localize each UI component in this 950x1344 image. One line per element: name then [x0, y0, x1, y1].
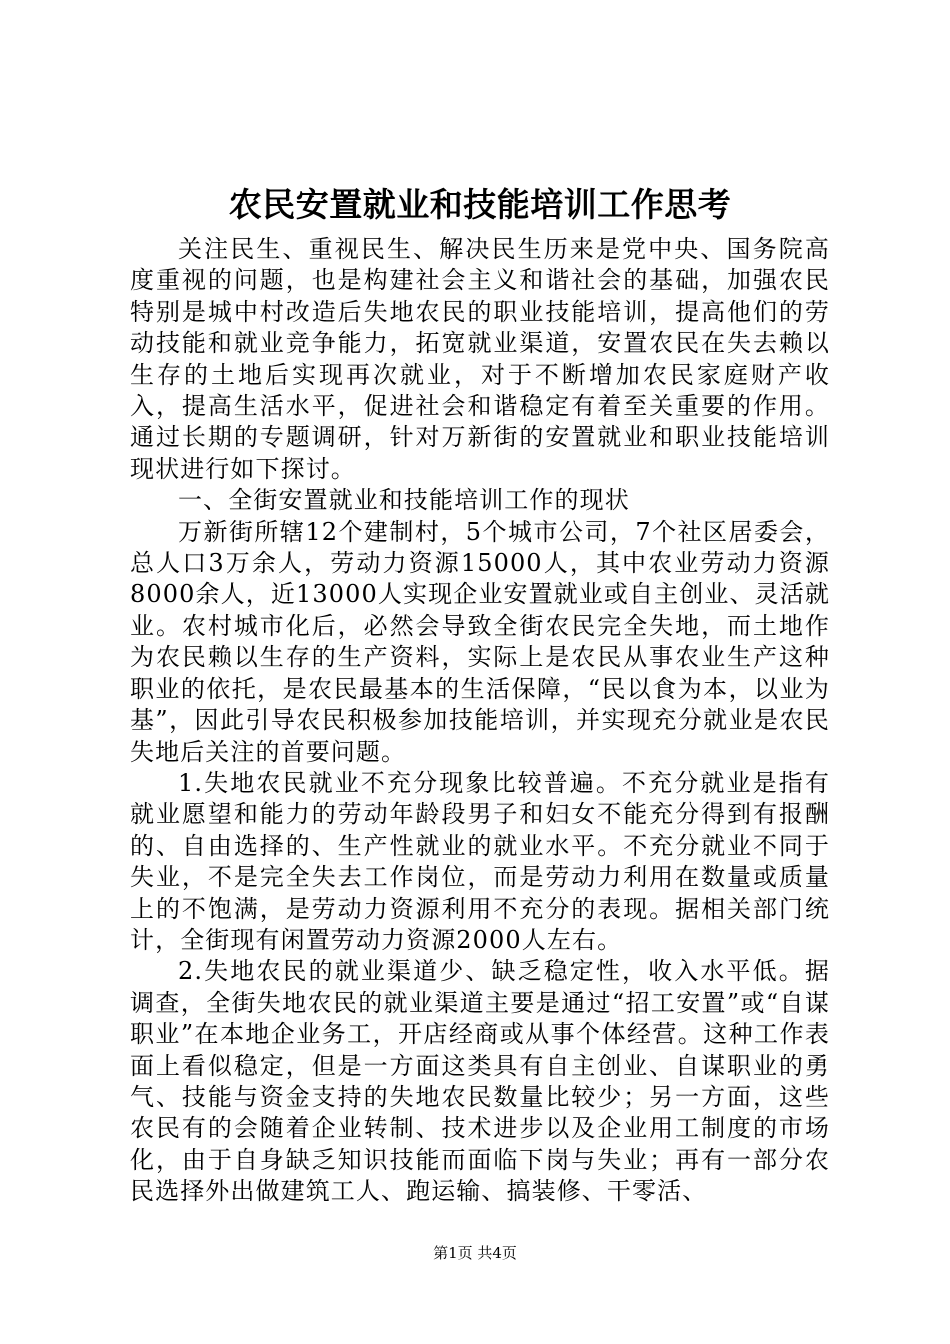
- document-page: [130, 180, 830, 1208]
- page-indicator: 第1页 共4页: [433, 1244, 517, 1262]
- section-heading-1: 一、全街安置就业和技能培训工作的现状: [178, 486, 630, 515]
- document-title: 农民安置就业和技能培训工作思考: [228, 185, 732, 224]
- paragraph-status: 万新街所辖12个建制村，5个城市公司，7个社区居委会，总人口3万余人，劳动力资源15000人，其中农业劳动力资源8000余人，近13000人实现企业安置就业或自主创业、灵活就业。农村城市化后，必然会导致全街农民完全失地，而土地作为农民赖以生存的生产资料，实际上是农民从事农业生产这种职业的依托，是农民最基本的生活保障，“民以食为本，以业为基”，因此引导农民积极参加技能培训，并实现充分就业是农民失地后关注的首要问题。: [130, 517, 830, 766]
- paragraph-intro: 关注民生、重视民生、解决民生历来是党中央、国务院高度重视的问题，也是构建社会主义和谐社会的基础，加强农民特别是城中村改造后失地农民的职业技能培训，提高他们的劳动技能和就业竞争能力，拓宽就业渠道，安置农民在失去赖以生存的土地后实现再次就业，对于不断增加农民家庭财产收入，提高生活水平，促进社会和谐稳定有着至关重要的作用。通过长期的专题调研，针对万新街的安置就业和职业技能培训现状进行如下探讨。: [130, 235, 830, 483]
- paragraph-point-1: 1.失地农民就业不充分现象比较普遍。不充分就业是指有就业愿望和能力的劳动年龄段男子和妇女不能充分得到有报酬的、自由选择的、生产性就业的就业水平。不充分就业不同于失业，不是完全失去工作岗位，而是劳动力利用在数量或质量上的不饱满，是劳动力资源利用不充分的表现。据相关部门统计，全街现有闲置劳动力资源2000人左右。: [130, 768, 830, 954]
- paragraph-point-2: 2.失地农民的就业渠道少、缺乏稳定性，收入水平低。据调查，全街失地农民的就业渠道主要是通过“招工安置”或“自谋职业”在本地企业务工，开店经商或从事个体经营。这种工作表面上看似稳定，但是一方面这类具有自主创业、自谋职业的勇气、技能与资金支持的失地农民数量比较少；另一方面，这些农民有的会随着企业转制、技术进步以及企业用工制度的市场化，由于自身缺乏知识技能而面临下岗与失业；再有一部分农民选择外出做建筑工人、跑运输、搞装修、干零活、: [130, 957, 830, 1206]
